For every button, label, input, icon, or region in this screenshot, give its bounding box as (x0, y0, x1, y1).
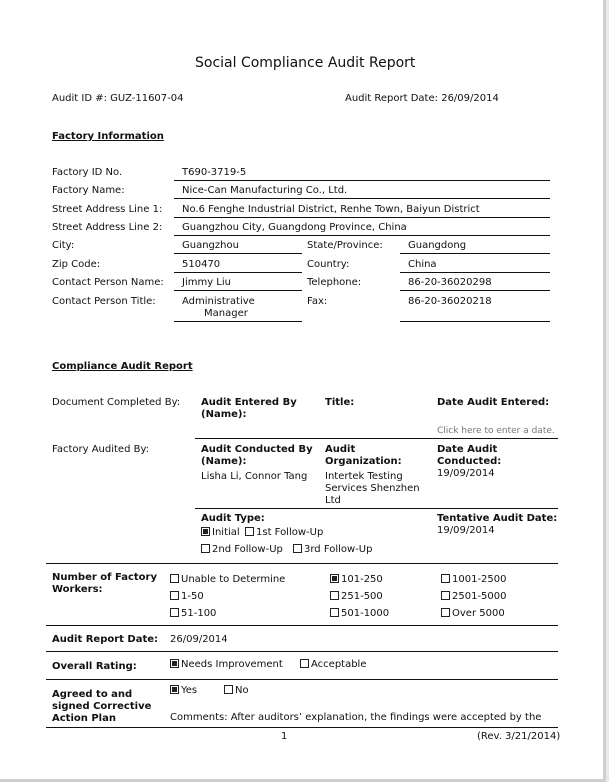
option-label: Unable to Determine (181, 574, 286, 585)
header-report-date-label: Audit Report Date: (345, 93, 439, 104)
option-label: 101-250 (341, 574, 383, 585)
address2-label: Street Address Line 2: (52, 222, 163, 233)
fax-label: Fax: (307, 296, 328, 307)
country-label: Country: (307, 259, 350, 270)
org-value-3: Ltd (325, 495, 341, 506)
city-label: City: (52, 240, 75, 251)
cap-no[interactable] (224, 685, 249, 696)
option-label: No (235, 685, 249, 696)
divider (400, 321, 550, 322)
option-label: 1-50 (181, 591, 204, 602)
option-label: 3rd Follow-Up (304, 544, 373, 555)
org-label-2: Organization: (325, 456, 402, 467)
checkbox-icon[interactable] (245, 527, 254, 536)
address1-value: No.6 Fenghe Industrial District, Renhe Town, Baiyun District (182, 204, 480, 215)
address2-value: Guangzhou City, Guangdong Province, China (182, 222, 407, 233)
divider (174, 235, 550, 236)
conducted-by-label-2: (Name): (201, 456, 247, 467)
date-conducted-value: 19/09/2014 (437, 468, 495, 479)
workers-option-251-500[interactable] (330, 591, 383, 602)
workers-option-unable[interactable] (170, 574, 285, 585)
date-entered-label: Date Audit Entered: (437, 397, 550, 408)
audit-type-initial[interactable] (201, 527, 240, 538)
fax-value: 86-20-36020218 (408, 296, 492, 307)
address1-label: Street Address Line 1: (52, 204, 163, 215)
divider (46, 651, 558, 652)
date-conducted-label-1: Date Audit (437, 444, 498, 455)
option-label: 1st Follow-Up (256, 527, 324, 538)
zip-value: 510470 (182, 259, 221, 270)
audit-id-label: Audit ID #: (52, 93, 107, 104)
option-label: Over 5000 (452, 608, 505, 619)
checkbox-icon[interactable] (170, 591, 179, 600)
report-title: Social Compliance Audit Report (195, 55, 416, 71)
divider (46, 727, 558, 728)
divider (174, 198, 550, 199)
state-label: State/Province: (307, 240, 383, 251)
checkbox-icon[interactable] (330, 574, 339, 583)
state-value: Guangdong (408, 240, 467, 251)
telephone-label: Telephone: (307, 277, 362, 288)
divider (400, 272, 550, 273)
cap-label-1: Agreed to and (52, 689, 133, 700)
revision: (Rev. 3/21/2014) (477, 731, 561, 742)
audit-type-1st-follow-up[interactable] (245, 527, 323, 538)
city-value: Guangzhou (182, 240, 239, 251)
divider (195, 438, 558, 439)
divider (195, 508, 558, 509)
checkbox-icon[interactable] (224, 685, 233, 694)
workers-option-101-250[interactable] (330, 574, 383, 585)
report-date-value: 26/09/2014 (170, 634, 228, 645)
workers-option-51-100[interactable] (170, 608, 216, 619)
rating-acceptable[interactable] (300, 659, 367, 670)
title-label: Title: (325, 397, 355, 408)
checkbox-icon[interactable] (170, 685, 179, 694)
factory-id-label: Factory ID No. (52, 167, 123, 178)
divider (174, 180, 550, 181)
report-date-label: Audit Report Date: (52, 634, 159, 645)
divider (400, 253, 550, 254)
workers-option-over-5000[interactable] (441, 608, 505, 619)
divider (174, 290, 302, 291)
tentative-date-label: Tentative Audit Date: (437, 513, 558, 524)
contact-title-line2: Manager (204, 308, 248, 319)
divider (174, 253, 302, 254)
workers-option-1001-2500[interactable] (441, 574, 507, 585)
country-value: China (408, 259, 437, 270)
factory-name-value: Nice-Can Manufacturing Co., Ltd. (182, 185, 348, 196)
divider (46, 625, 558, 626)
checkbox-icon[interactable] (170, 608, 179, 617)
option-label: Yes (181, 685, 198, 696)
audit-type-2nd-follow-up[interactable] (201, 544, 283, 555)
checkbox-icon[interactable] (293, 544, 302, 553)
contact-name-label: Contact Person Name: (52, 277, 164, 288)
option-label: 51-100 (181, 608, 217, 619)
option-label: 2501-5000 (452, 591, 507, 602)
tentative-date-value: 19/09/2014 (437, 525, 495, 536)
divider (174, 272, 302, 273)
option-label: 1001-2500 (452, 574, 507, 585)
audit-type-label: Audit Type: (201, 513, 265, 524)
option-label: Needs Improvement (181, 659, 283, 670)
cap-yes[interactable] (170, 685, 197, 696)
checkbox-icon[interactable] (300, 659, 309, 668)
header-report-date-value: 26/09/2014 (441, 93, 499, 104)
checkbox-icon[interactable] (441, 591, 450, 600)
conducted-by-label-1: Audit Conducted By (201, 444, 313, 455)
checkbox-icon[interactable] (170, 574, 179, 583)
telephone-value: 86-20-36020298 (408, 277, 492, 288)
workers-option-1-50[interactable] (170, 591, 204, 602)
divider (46, 679, 558, 680)
option-label: 501-1000 (341, 608, 390, 619)
factory-id-value: T690-3719-5 (182, 167, 247, 178)
factory-name-label: Factory Name: (52, 185, 125, 196)
checkbox-icon[interactable] (330, 608, 339, 617)
checkbox-icon[interactable] (330, 591, 339, 600)
page-number: 1 (281, 731, 288, 742)
date-conducted-label-2: Conducted: (437, 456, 502, 467)
audit-id-value: GUZ-11607-04 (110, 93, 184, 104)
conducted-by-value: Lisha Li, Connor Tang (201, 471, 308, 482)
checkbox-icon[interactable] (201, 527, 210, 536)
cap-comments: Comments: After auditors’ explanation, the findings were accepted by the (170, 712, 542, 723)
zip-label: Zip Code: (52, 259, 101, 270)
factory-section-title: Factory Information (52, 131, 164, 142)
checkbox-icon[interactable] (441, 574, 450, 583)
header-report-date (345, 93, 499, 104)
option-label: Initial (212, 527, 240, 538)
option-label: 251-500 (341, 591, 383, 602)
divider (400, 290, 550, 291)
doc-completed-label: Document Completed By: (52, 397, 181, 408)
workers-label-1: Number of Factory (52, 572, 157, 583)
contact-name-value: Jimmy Liu (182, 277, 231, 288)
workers-option-2501-5000[interactable] (441, 591, 507, 602)
option-label: 2nd Follow-Up (212, 544, 283, 555)
compliance-section-title: Compliance Audit Report (52, 361, 193, 372)
workers-option-501-1000[interactable] (330, 608, 389, 619)
overall-rating-label: Overall Rating: (52, 661, 137, 672)
date-entered-picker[interactable]: Click here to enter a date. (437, 426, 555, 436)
divider (46, 563, 558, 564)
divider (174, 217, 550, 218)
option-label: Acceptable (311, 659, 367, 670)
entered-by-label-2: (Name): (201, 409, 247, 420)
checkbox-icon[interactable] (201, 544, 210, 553)
rating-needs-improvement[interactable] (170, 659, 283, 670)
audit-id (52, 93, 184, 104)
org-value-2: Services Shenzhen (325, 483, 420, 494)
divider (174, 321, 302, 322)
checkbox-icon[interactable] (170, 659, 179, 668)
org-label-1: Audit (325, 444, 356, 455)
audit-type-3rd-follow-up[interactable] (293, 544, 372, 555)
workers-label-2: Workers: (52, 584, 103, 595)
cap-label-3: Action Plan (52, 713, 116, 724)
checkbox-icon[interactable] (441, 608, 450, 617)
org-value-1: Intertek Testing (325, 471, 403, 482)
cap-label-2: signed Corrective (52, 701, 152, 712)
audited-by-label: Factory Audited By: (52, 444, 150, 455)
entered-by-label-1: Audit Entered By (201, 397, 297, 408)
contact-title-line1: Administrative (182, 296, 255, 307)
contact-title-label: Contact Person Title: (52, 296, 156, 307)
